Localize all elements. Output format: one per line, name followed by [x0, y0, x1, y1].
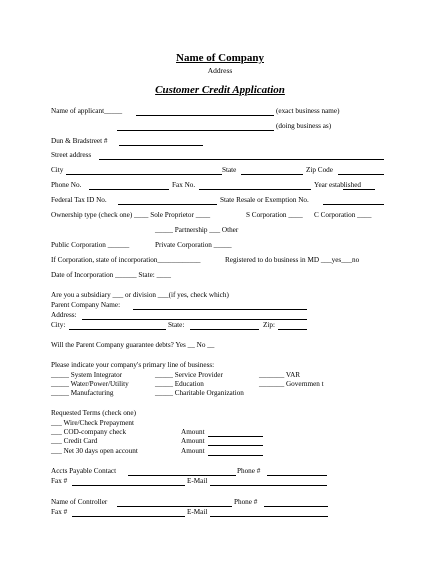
- parent-zip-label: Zip:: [263, 321, 275, 329]
- amount-label-3: Amount: [181, 447, 205, 455]
- public-corp-option[interactable]: Public Corporation ______: [51, 241, 130, 249]
- street-label: Street address: [51, 151, 92, 159]
- amount-line-1[interactable]: [208, 436, 263, 437]
- fax-line[interactable]: [199, 189, 311, 190]
- s-corp-option[interactable]: S Corporation ____: [246, 211, 303, 219]
- biz-service-provider[interactable]: _____ Service Provider: [155, 371, 223, 379]
- amount-label-1: Amount: [181, 428, 205, 436]
- term-cod[interactable]: ___ COD-company check: [51, 428, 127, 436]
- fax-label: Fax No.: [172, 181, 196, 189]
- taxid-line[interactable]: [118, 204, 217, 205]
- biz-government[interactable]: _______ Governmen t: [259, 380, 324, 388]
- form-title: Customer Credit Application: [155, 84, 285, 96]
- dun-label: Dun & Bradstreet #: [51, 137, 108, 145]
- private-corp-option[interactable]: Private Corporation _____: [155, 241, 232, 249]
- partnership-option[interactable]: _____ Partnership ___ Other: [155, 226, 239, 234]
- parent-zip-line[interactable]: [278, 329, 307, 330]
- dba-line[interactable]: [117, 130, 274, 131]
- parent-name-line[interactable]: [133, 309, 307, 310]
- city-label: City: [51, 166, 64, 174]
- term-wire-check[interactable]: ___ Wire/Check Prepayment: [51, 419, 135, 427]
- amount-line-3[interactable]: [208, 455, 263, 456]
- controller-fax-line[interactable]: [72, 516, 185, 517]
- ap-fax-line[interactable]: [72, 485, 185, 486]
- controller-phone-label: Phone #: [234, 498, 258, 506]
- phone-line[interactable]: [89, 189, 169, 190]
- controller-email-line[interactable]: [210, 516, 328, 517]
- incorporation-state-label: If Corporation, state of incorporation____________: [51, 256, 201, 264]
- term-credit-card[interactable]: ___ Credit Card: [51, 437, 98, 445]
- biz-education[interactable]: _____ Education: [155, 380, 204, 388]
- city-line[interactable]: [66, 174, 222, 175]
- controller-phone-line[interactable]: [264, 506, 328, 507]
- company-address: Address: [207, 66, 233, 75]
- amount-line-2[interactable]: [208, 445, 263, 446]
- controller-email-label: E-Mail: [187, 508, 208, 516]
- parent-city-label: City:: [51, 321, 66, 329]
- applicant-label: Name of applicant_____: [51, 107, 123, 115]
- biz-charitable[interactable]: _____ Charitable Organization: [155, 389, 244, 397]
- phone-label: Phone No.: [51, 181, 82, 189]
- biz-manufacturing[interactable]: _____ Manufacturing: [51, 389, 114, 397]
- biz-var[interactable]: _______ VAR: [259, 371, 301, 379]
- ap-phone-label: Phone #: [237, 467, 261, 475]
- guarantee-label: Will the Parent Company guarantee debts? Yes __ No __: [51, 341, 215, 349]
- parent-state-line[interactable]: [190, 329, 259, 330]
- parent-state-label: State:: [168, 321, 185, 329]
- biz-water-power-utility[interactable]: _____ Water/Power/Utility: [51, 380, 129, 388]
- dba-label: (doing business as): [276, 122, 332, 130]
- incorporation-date-label: Date of Incorporation ______ State: ____: [51, 271, 171, 279]
- company-name: Name of Company: [176, 52, 264, 64]
- ownership-label: Ownership type (check one) ____ Sole Proprietor ____: [51, 211, 211, 219]
- resale-label: State Resale or Exemption No.: [220, 196, 309, 204]
- primary-business-label: Please indicate your company's primary line of business:: [51, 361, 215, 369]
- taxid-label: Federal Tax ID No.: [51, 196, 107, 204]
- ap-contact-label: Accts Payable Contact: [51, 467, 117, 475]
- controller-fax-label: Fax #: [51, 508, 68, 516]
- state-line[interactable]: [241, 174, 303, 175]
- street-line[interactable]: [99, 159, 384, 160]
- c-corp-option[interactable]: C Corporation ____: [314, 211, 372, 219]
- state-label: State: [222, 166, 237, 174]
- parent-city-line[interactable]: [69, 329, 166, 330]
- ap-email-label: E-Mail: [187, 477, 208, 485]
- year-line[interactable]: [343, 189, 375, 190]
- zip-label: Zip Code: [306, 166, 333, 174]
- registered-md-label: Registered to do business in MD ___yes___no: [225, 256, 360, 264]
- ap-email-line[interactable]: [210, 485, 327, 486]
- exact-name-label: (exact business name): [276, 107, 340, 115]
- controller-label: Name of Controller: [51, 498, 108, 506]
- amount-label-2: Amount: [181, 437, 205, 445]
- applicant-name-line[interactable]: [136, 115, 274, 116]
- parent-address-label: Address:: [51, 311, 77, 319]
- biz-system-integrator[interactable]: _____ System Integrator: [51, 371, 123, 379]
- parent-address-line[interactable]: [82, 319, 307, 320]
- term-net30[interactable]: ___ Net 30 days open account: [51, 447, 138, 455]
- dun-line[interactable]: [119, 145, 203, 146]
- parent-name-label: Parent Company Name:: [51, 301, 121, 309]
- subsidiary-label: Are you a subsidiary ___ or division ___(if yes, check which): [51, 291, 229, 299]
- ap-fax-label: Fax #: [51, 477, 68, 485]
- ap-contact-line[interactable]: [128, 475, 236, 476]
- resale-line[interactable]: [323, 204, 384, 205]
- zip-line[interactable]: [338, 174, 384, 175]
- controller-line[interactable]: [117, 506, 232, 507]
- year-label: Year established: [314, 181, 361, 189]
- ap-phone-line[interactable]: [267, 475, 327, 476]
- terms-label: Requested Terms (check one): [51, 409, 136, 417]
